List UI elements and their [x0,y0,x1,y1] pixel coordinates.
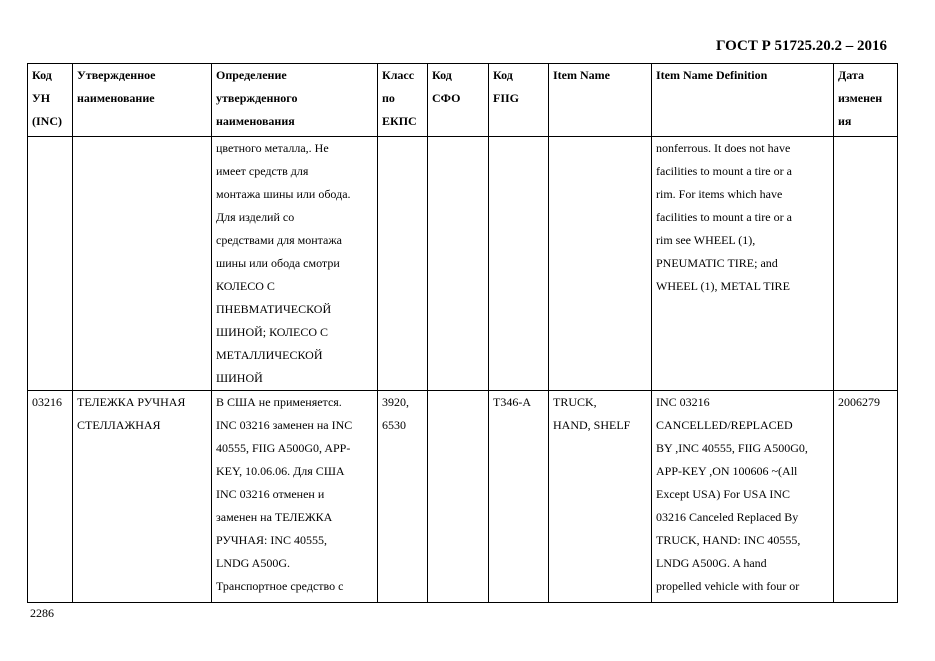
column-header-definition [212,64,378,137]
cell-class [378,137,428,391]
classification-table [27,63,898,603]
cell-line: 3920, [382,395,409,409]
column-header-line: по [382,91,395,105]
column-header-line: Код [493,68,513,82]
cell-line: propelled vehicle with four or [656,579,800,593]
column-header-line: Код [432,68,452,82]
column-header-line: ЕКПС [382,114,417,128]
column-header-code [28,64,73,137]
cell-line: TRUCK, HAND: INC 40555, [656,533,801,547]
cell-line: РУЧНАЯ: INC 40555, [216,533,328,547]
column-header-item-name [549,64,652,137]
cell-line: цветного металла,. Не [216,141,329,155]
cell-sfo [428,391,489,603]
cell-line: APP-KEY ,ON 100606 ~(All [656,464,798,478]
page-number: 2286 [30,606,54,620]
cell-line: LNDG A500G. [216,556,290,570]
column-header-line: наименования [216,114,295,128]
column-header-line: Утвержденное [77,68,156,82]
column-header-fiig [489,64,549,137]
column-header-line: Item Name [553,68,610,82]
cell-line: СТЕЛЛАЖНАЯ [77,418,161,432]
document-standard-code: ГОСТ Р 51725.20.2 – 2016 [715,38,887,54]
column-header-line: Item Name Definition [656,68,768,82]
cell-line: 6530 [382,418,406,432]
cell-line: КОЛЕСО С [216,279,275,293]
cell-code [28,391,73,603]
column-header-sfo [428,64,489,137]
column-header-line: ия [838,114,852,128]
cell-sfo [428,137,489,391]
column-header-approved-name [73,64,212,137]
cell-line: CANCELLED/REPLACED [656,418,793,432]
cell-item-def [652,391,834,603]
cell-approved-name [73,137,212,391]
table-header-row [28,64,898,137]
cell-line: шины или обода смотри [216,256,340,270]
cell-line: facilities to mount a tire or a [656,210,792,224]
cell-line: Транспортное средство с [216,579,344,593]
cell-approved-name [73,391,212,603]
column-header-line: утвержденного [216,91,298,105]
cell-item-name [549,391,652,603]
column-header-date [834,64,898,137]
cell-line: INC 03216 заменен на INC [216,418,353,432]
cell-line: nonferrous. It does not have [656,141,791,155]
column-header-line: УН [32,91,51,105]
cell-line: PNEUMATIC TIRE; and [656,256,778,270]
cell-line: 40555, FIIG A500G0, APP- [216,441,351,455]
cell-line: HAND, SHELF [553,418,631,432]
cell-line: ШИНОЙ [216,371,263,385]
column-header-item-def [652,64,834,137]
cell-line: facilities to mount a tire or a [656,164,792,178]
cell-line: T346-A [493,395,531,409]
cell-line: INC 03216 [656,395,710,409]
column-header-line: (INC) [32,114,62,128]
cell-line: INC 03216 отменен и [216,487,325,501]
cell-line: монтажа шины или обода. [216,187,351,201]
cell-line: rim see WHEEL (1), [656,233,756,247]
cell-date [834,391,898,603]
cell-line: МЕТАЛЛИЧЕСКОЙ [216,348,323,362]
cell-line: rim. For items which have [656,187,783,201]
cell-line: ШИНОЙ; КОЛЕСО С [216,325,329,339]
column-header-line: FIIG [493,91,520,105]
cell-line: 2006279 [838,395,880,409]
cell-line: заменен на ТЕЛЕЖКА [216,510,333,524]
column-header-line: СФО [432,91,461,105]
column-header-line: Определение [216,68,287,82]
cell-line: TRUCK, [553,395,597,409]
column-header-line: Дата [838,68,864,82]
cell-definition [212,137,378,391]
cell-item-def [652,137,834,391]
cell-code [28,137,73,391]
cell-item-name [549,137,652,391]
cell-class [378,391,428,603]
cell-line: Для изделий со [216,210,295,224]
cell-line: В США не применяется. [216,395,342,409]
cell-line: WHEEL (1), METAL TIRE [656,279,790,293]
cell-date [834,137,898,391]
cell-line: ПНЕВМАТИЧЕСКОЙ [216,302,332,316]
cell-line: Except USA) For USA INC [656,487,790,501]
cell-line: имеет средств для [216,164,309,178]
cell-definition [212,391,378,603]
cell-fiig [489,391,549,603]
cell-line: BY ,INC 40555, FIIG A500G0, [656,441,808,455]
column-header-line: изменен [838,91,883,105]
cell-line: ТЕЛЕЖКА РУЧНАЯ [77,395,186,409]
cell-line: KEY, 10.06.06. Для США [216,464,345,478]
cell-line: LNDG A500G. A hand [656,556,767,570]
table-row [28,137,898,391]
column-header-line: наименование [77,91,155,105]
cell-fiig [489,137,549,391]
column-header-line: Класс [382,68,415,82]
column-header-line: Код [32,68,52,82]
column-header-class [378,64,428,137]
cell-line: 03216 [32,395,62,409]
cell-line: 03216 Canceled Replaced By [656,510,799,524]
cell-line: средствами для монтажа [216,233,342,247]
table-row [28,391,898,603]
